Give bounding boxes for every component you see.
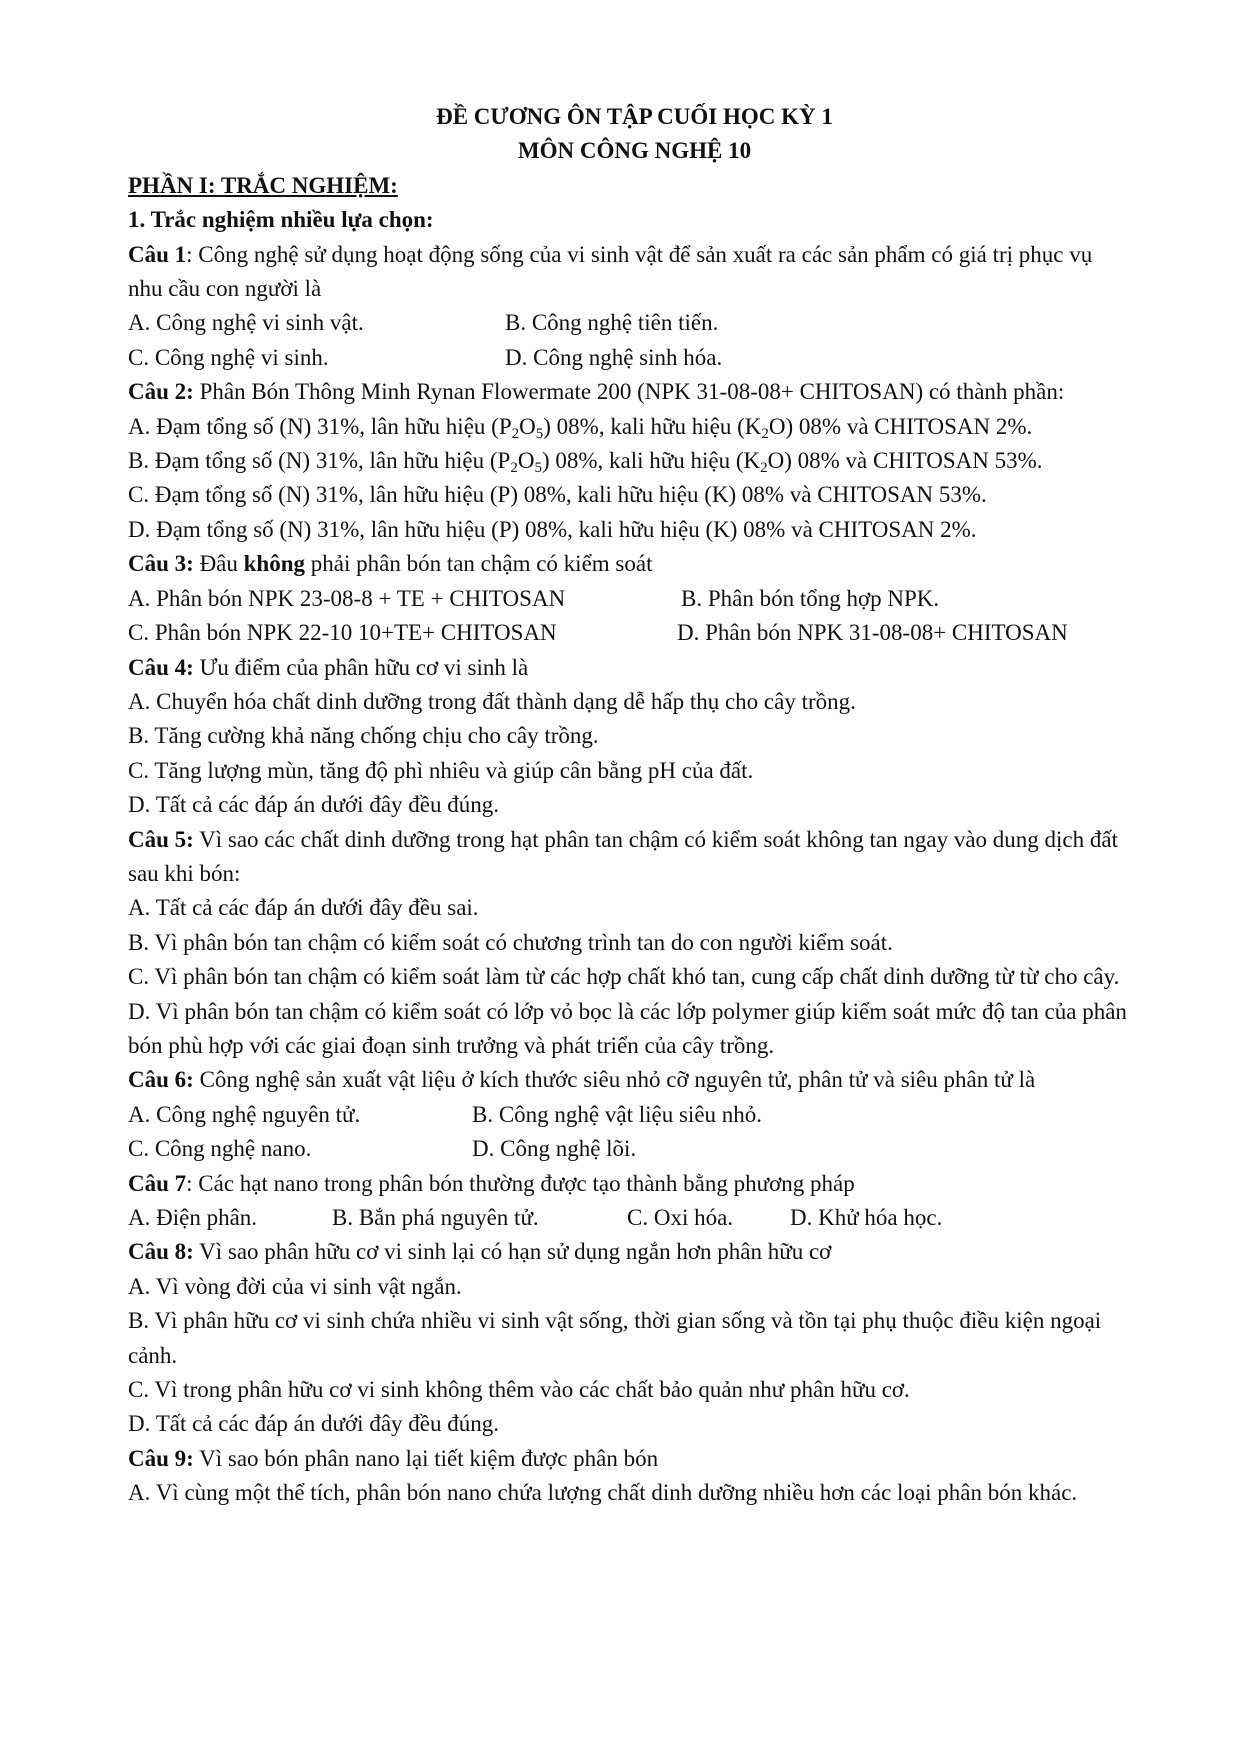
option-c: C. Vì phân bón tan chậm có kiểm soát làm từ các hợp chất khó tan, cung cấp chất dinh dưỡng từ từ cho cây. xyxy=(128,964,1120,990)
question-2 xyxy=(128,375,1131,409)
question-text: : Các hạt nano trong phân bón thường được tạo thành bằng phương pháp xyxy=(186,1170,855,1196)
question-text: Vì sao phân hữu cơ vi sinh lại có hạn sử dụng ngắn hơn phân hữu cơ xyxy=(193,1239,832,1265)
options-row xyxy=(128,1132,1131,1166)
option-b: B. Bắn phá nguyên tử. xyxy=(332,1205,539,1230)
question-9 xyxy=(128,1442,1131,1476)
question-label: Câu 3: xyxy=(128,551,194,577)
option-c: C. Vì trong phân hữu cơ vi sinh không thêm vào các chất bảo quản như phân hữu cơ. xyxy=(128,1377,910,1403)
question-label: Câu 1 xyxy=(128,241,187,267)
option-c: C. Công nghệ vi sinh. xyxy=(128,344,329,370)
question-7 xyxy=(128,1167,1131,1201)
option-a: A. Vì cùng một thể tích, phân bón nano chứa lượng chất dinh dưỡng nhiều hơn các loại phân bón khác. xyxy=(128,1480,1078,1506)
document-title-line1: ĐỀ CƯƠNG ÔN TẬP CUỐI HỌC KỲ 1 xyxy=(436,104,833,129)
option-c: C. Oxi hóa. xyxy=(627,1205,734,1230)
question-text: Ưu điểm của phân hữu cơ vi sinh là xyxy=(193,654,529,680)
option-a: A. Công nghệ nguyên tử. xyxy=(128,1101,361,1127)
option-b: B. Phân bón tổng hợp NPK. xyxy=(681,585,940,611)
option-c: C. Công nghệ nano. xyxy=(128,1136,312,1162)
option-c: C. Tăng lượng mùn, tăng độ phì nhiêu và giúp cân bằng pH của đất. xyxy=(128,757,754,783)
question-3: Câu 3: Đâu không phải phân bón tan chậm có kiểm soát xyxy=(128,551,653,577)
options-row xyxy=(128,616,1131,650)
option-d: D. Công nghệ lõi. xyxy=(472,1136,637,1162)
option-a: A. Đạm tổng số (N) 31%, lân hữu hiệu $(P_2O_5)$ 08%, kali hữu hiệu $(K_2O)$ 08% và CHITOSAN 2%. xyxy=(128,413,1033,442)
options-row xyxy=(128,582,1131,616)
question-label: Câu 4: xyxy=(128,654,194,680)
option-c: C. Phân bón NPK 22-10 10+TE+ CHITOSAN xyxy=(128,620,557,646)
options-row xyxy=(128,1201,1131,1235)
option-b: B. Đạm tổng số (N) 31%, lân hữu hiệu $(P_2O_5)$ 08%, kali hữu hiệu $(K_2O)$ 08% và CHITOSAN 53%. xyxy=(128,448,1043,477)
option-a: A. Điện phân. xyxy=(128,1205,258,1230)
option-a: A. Tất cả các đáp án dưới đây đều sai. xyxy=(128,895,479,921)
question-5 xyxy=(128,823,1131,892)
option-c: C. Đạm tổng số (N) 31%, lân hữu hiệu (P) 08%, kali hữu hiệu (K) 08% và CHITOSAN 53%. xyxy=(128,482,987,508)
question-4 xyxy=(128,651,1131,685)
question-label: Câu 8: xyxy=(128,1239,194,1265)
option-d: D. Khử hóa học. xyxy=(790,1205,943,1230)
question-label: Câu 2: xyxy=(128,379,194,405)
subsection-title: 1. Trắc nghiệm nhiều lựa chọn: xyxy=(128,207,434,233)
option-b: B. Vì phân bón tan chậm có kiểm soát có chương trình tan do con người kiểm soát. xyxy=(128,929,893,955)
option-b: B. Công nghệ tiên tiến. xyxy=(505,310,719,336)
option-b: B. Công nghệ vật liệu siêu nhỏ. xyxy=(472,1101,763,1127)
question-8 xyxy=(128,1235,1131,1269)
question-1 xyxy=(128,238,1131,307)
option-a: A. Chuyển hóa chất dinh dưỡng trong đất thành dạng dễ hấp thụ cho cây trồng. xyxy=(128,688,856,714)
option-d: D. Tất cả các đáp án dưới đây đều đúng. xyxy=(128,792,499,818)
options-row xyxy=(128,341,1131,375)
option-a: A. Phân bón NPK 23-08-8 + TE + CHITOSAN xyxy=(128,585,566,611)
question-label: Câu 9: xyxy=(128,1445,194,1471)
option-d: D. Đạm tổng số (N) 31%, lân hữu hiệu (P) 08%, kali hữu hiệu (K) 08% và CHITOSAN 2%. xyxy=(128,516,977,542)
options-row xyxy=(128,306,1131,340)
question-text: Vì sao bón phân nano lại tiết kiệm được phân bón xyxy=(193,1445,659,1471)
keyword: không xyxy=(243,551,306,577)
question-label: Câu 6: xyxy=(128,1067,194,1093)
option-a: A. Công nghệ vi sinh vật. xyxy=(128,310,364,336)
section-title: PHẦN I: TRẮC NGHIỆM: xyxy=(128,172,398,198)
question-label: Câu 5: xyxy=(128,826,194,852)
document-title-line2: MÔN CÔNG NGHỆ 10 xyxy=(517,138,752,164)
question-text: Vì sao các chất dinh dưỡng trong hạt phân tan chậm có kiểm soát không tan ngay vào dung dịch đất sau khi bón: xyxy=(128,826,1118,886)
option-a: A. Vì vòng đời của vi sinh vật ngắn. xyxy=(128,1273,462,1299)
options-row xyxy=(128,1098,1131,1132)
option-d: D. Công nghệ sinh hóa. xyxy=(505,344,723,370)
question-6 xyxy=(128,1063,1131,1097)
question-text: Phân Bón Thông Minh Rynan Flowermate 200 (NPK 31-08-08+ CHITOSAN) có thành phần: xyxy=(193,379,1065,405)
question-label: Câu 7 xyxy=(128,1170,187,1196)
option-b: B. Tăng cường khả năng chống chịu cho cây trồng. xyxy=(128,723,599,749)
option-b: B. Vì phân hữu cơ vi sinh chứa nhiều vi sinh vật sống, thời gian sống và tồn tại phụ thuộc điều kiện ngoại cảnh. xyxy=(128,1308,1102,1368)
option-d: D. Vì phân bón tan chậm có kiểm soát có lớp vỏ bọc là các lớp polymer giúp kiểm soát mức độ tan của phân bón phù hợp với các giai đoạn sinh trưởng và phát triển của cây trồng. xyxy=(128,998,1127,1058)
option-d: D. Tất cả các đáp án dưới đây đều đúng. xyxy=(128,1411,499,1437)
option-d: D. Phân bón NPK 31-08-08+ CHITOSAN xyxy=(677,620,1068,646)
question-text: Công nghệ sản xuất vật liệu ở kích thước siêu nhỏ cỡ nguyên tử, phân tử và siêu phân tử là xyxy=(193,1067,1036,1093)
question-text: : Công nghệ sử dụng hoạt động sống của vi sinh vật để sản xuất ra các sản phẩm có giá trị phục vụ nhu cầu con người là xyxy=(128,241,1093,302)
